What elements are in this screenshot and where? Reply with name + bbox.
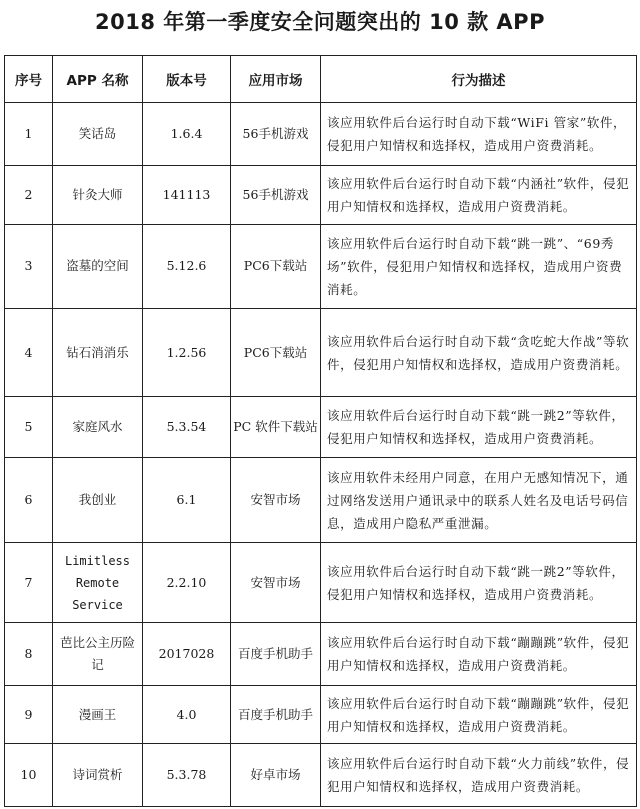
- app-name: 漫画王: [53, 686, 143, 744]
- table-row: [5, 165, 637, 224]
- app-name: 诗词赏析: [53, 744, 143, 807]
- table-row: [5, 686, 637, 744]
- behavior-description: 该应用软件后台运行时自动下载“蹦蹦跳”软件，侵犯用户知情权和选择权，造成用户资费消耗。: [321, 686, 637, 744]
- behavior-description: 该应用软件后台运行时自动下载“内涵社”软件，侵犯用户知情权和选择权，造成用户资费消耗。: [321, 165, 637, 224]
- app-version: 1.2.56: [143, 308, 231, 396]
- behavior-description: 该应用软件未经用户同意，在用户无感知情况下，通过网络发送用户通讯录中的联系人姓名及电话号码信息，造成用户隐私严重泄漏。: [321, 458, 637, 543]
- app-version: 6.1: [143, 458, 231, 543]
- behavior-description: 该应用软件后台运行时自动下载“火力前线”软件，侵犯用户知情权和选择权，造成用户资费消耗。: [321, 744, 637, 807]
- app-market: 56手机游戏: [231, 103, 321, 166]
- app-name: 针灸大师: [53, 165, 143, 224]
- app-market: 百度手机助手: [231, 623, 321, 686]
- row-number: 5: [5, 397, 53, 458]
- behavior-description: 该应用软件后台运行时自动下载“跳一跳2”等软件，侵犯用户知情权和选择权，造成用户资费消耗。: [321, 543, 637, 623]
- app-name: 笑话岛: [53, 103, 143, 166]
- header-market: 应用市场: [231, 56, 321, 103]
- app-market: 百度手机助手: [231, 686, 321, 744]
- app-name: 钻石消消乐: [53, 308, 143, 396]
- table-row: [5, 744, 637, 807]
- page-title: 2018 年第一季度安全问题突出的 10 款 APP: [95, 10, 545, 34]
- app-market: 安智市场: [231, 543, 321, 623]
- table-header-row: [5, 56, 637, 103]
- app-version: 5.12.6: [143, 224, 231, 308]
- behavior-description: 该应用软件后台运行时自动下载“贪吃蛇大作战”等软件，侵犯用户知情权和选择权，造成用户资费消耗。: [321, 308, 637, 396]
- app-market: 56手机游戏: [231, 165, 321, 224]
- app-table: [4, 55, 637, 807]
- row-number: 9: [5, 686, 53, 744]
- table-row: [5, 458, 637, 543]
- app-version: 5.3.54: [143, 397, 231, 458]
- app-name: 家庭风水: [53, 397, 143, 458]
- app-market: PC6下载站: [231, 224, 321, 308]
- row-number: 3: [5, 224, 53, 308]
- table-row: [5, 543, 637, 623]
- app-version: 1.6.4: [143, 103, 231, 166]
- row-number: 7: [5, 543, 53, 623]
- app-name: 我创业: [53, 458, 143, 543]
- row-number: 1: [5, 103, 53, 166]
- row-number: 6: [5, 458, 53, 543]
- row-number: 4: [5, 308, 53, 396]
- table-row: [5, 397, 637, 458]
- app-version: 2.2.10: [143, 543, 231, 623]
- app-version: 4.0: [143, 686, 231, 744]
- row-number: 2: [5, 165, 53, 224]
- app-market: 好卓市场: [231, 744, 321, 807]
- table-row: [5, 224, 637, 308]
- table-row: [5, 308, 637, 396]
- header-version: 版本号: [143, 56, 231, 103]
- table-row: [5, 103, 637, 166]
- row-number: 8: [5, 623, 53, 686]
- app-name: Limitless Remote Service: [53, 543, 143, 623]
- app-name: 盗墓的空间: [53, 224, 143, 308]
- app-version: 2017028: [143, 623, 231, 686]
- app-market: PC6下载站: [231, 308, 321, 396]
- behavior-description: 该应用软件后台运行时自动下载“蹦蹦跳”软件，侵犯用户知情权和选择权，造成用户资费消耗。: [321, 623, 637, 686]
- behavior-description: 该应用软件后台运行时自动下载“跳一跳2”等软件，侵犯用户知情权和选择权，造成用户资费消耗。: [321, 397, 637, 458]
- table-row: [5, 623, 637, 686]
- behavior-description: 该应用软件后台运行时自动下载“跳一跳”、“69秀场”软件，侵犯用户知情权和选择权，造成用户资费消耗。: [321, 224, 637, 308]
- app-version: 5.3.78: [143, 744, 231, 807]
- app-name: 芭比公主历险记: [53, 623, 143, 686]
- app-market: 安智市场: [231, 458, 321, 543]
- header-number: 序号: [5, 56, 53, 103]
- app-market: PC 软件下载站: [231, 397, 321, 458]
- behavior-description: 该应用软件后台运行时自动下载“WiFi 管家”软件，侵犯用户知情权和选择权，造成用户资费消耗。: [321, 103, 637, 166]
- app-version: 141113: [143, 165, 231, 224]
- header-description: 行为描述: [321, 56, 637, 103]
- row-number: 10: [5, 744, 53, 807]
- header-app-name: APP 名称: [53, 56, 143, 103]
